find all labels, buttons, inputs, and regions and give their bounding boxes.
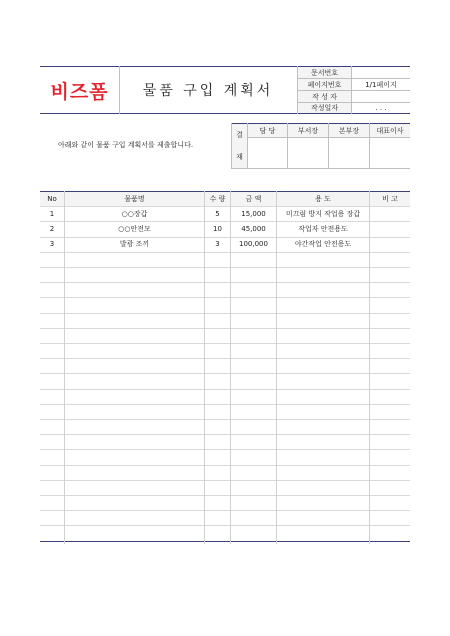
approval-sign-dept-head[interactable] bbox=[288, 138, 328, 168]
col-header-no: No bbox=[40, 192, 64, 206]
info-value-page-number: 1/1페이지 bbox=[365, 80, 397, 89]
row-2-item[interactable]: ○○안전모 bbox=[118, 225, 151, 233]
table-rule bbox=[40, 328, 410, 329]
row-2-note[interactable] bbox=[370, 222, 410, 236]
approval-sign-ceo[interactable] bbox=[370, 138, 410, 168]
col-header-item: 물품명 bbox=[65, 192, 204, 206]
row-1-item[interactable]: ○○장갑 bbox=[121, 210, 148, 218]
table-rule bbox=[40, 297, 410, 298]
info-label-doc-number: 문서번호 bbox=[298, 67, 351, 78]
items-table bbox=[40, 191, 410, 544]
header-block bbox=[40, 66, 410, 114]
table-rule bbox=[40, 495, 410, 496]
company-logo: 비즈폼 bbox=[50, 80, 109, 103]
document-title: 물품 구입 계획서 bbox=[142, 83, 274, 99]
table-rule bbox=[40, 358, 410, 359]
info-label-page-number: 페이지번호 bbox=[298, 79, 351, 90]
col-header-purpose: 용 도 bbox=[277, 192, 369, 206]
row-3-note[interactable] bbox=[370, 237, 410, 251]
row-1-amount[interactable]: 15,000 bbox=[241, 210, 266, 218]
approval-col-staff: 담 당 bbox=[248, 124, 287, 137]
info-value-author[interactable] bbox=[352, 91, 410, 102]
row-2-amount[interactable]: 45,000 bbox=[241, 225, 266, 233]
row-3-item[interactable]: 발광 조끼 bbox=[119, 240, 150, 248]
row-3-purpose[interactable]: 야간작업 안전용도 bbox=[294, 240, 352, 248]
approval-sign-division-head[interactable] bbox=[329, 138, 369, 168]
table-rule bbox=[40, 373, 410, 374]
row-3-no: 3 bbox=[49, 240, 55, 248]
info-value-date[interactable]: . . . bbox=[375, 104, 387, 112]
table-rule bbox=[40, 510, 410, 511]
table-rule bbox=[40, 419, 410, 420]
table-rule bbox=[40, 541, 410, 542]
approval-sign-staff[interactable] bbox=[248, 138, 287, 168]
table-rule bbox=[40, 449, 410, 450]
row-2-quantity[interactable]: 10 bbox=[213, 225, 222, 233]
table-rule bbox=[40, 267, 410, 268]
table-rule bbox=[40, 252, 410, 253]
col-header-note: 비 고 bbox=[370, 192, 410, 206]
table-rule bbox=[40, 434, 410, 435]
table-rule bbox=[40, 465, 410, 466]
row-3-amount[interactable]: 100,000 bbox=[239, 240, 268, 248]
approval-side-label-bottom: 재 bbox=[232, 146, 247, 168]
approval-col-division-head: 본부장 bbox=[329, 124, 369, 137]
submission-statement: 아래와 같이 물품 구입 계획서를 제출합니다. bbox=[58, 141, 194, 149]
row-1-quantity[interactable]: 5 bbox=[215, 210, 220, 218]
approval-col-ceo: 대표이사 bbox=[370, 124, 410, 137]
row-1-purpose[interactable]: 미끄럼 방지 작업용 장갑 bbox=[285, 210, 361, 218]
table-rule bbox=[40, 343, 410, 344]
approval-block bbox=[40, 123, 410, 169]
approval-col-dept-head: 부서장 bbox=[288, 124, 328, 137]
approval-side-label-top: 결 bbox=[232, 124, 247, 146]
table-rule bbox=[40, 313, 410, 314]
info-label-author: 작 성 자 bbox=[298, 91, 351, 102]
row-2-purpose[interactable]: 작업자 안전용도 bbox=[298, 225, 348, 233]
table-rule bbox=[40, 389, 410, 390]
col-header-quantity: 수 량 bbox=[205, 192, 230, 206]
info-value-doc-number[interactable] bbox=[352, 67, 410, 78]
table-rule bbox=[40, 404, 410, 405]
table-rule bbox=[40, 480, 410, 481]
table-rule bbox=[40, 282, 410, 283]
row-1-note[interactable] bbox=[370, 207, 410, 221]
row-3-quantity[interactable]: 3 bbox=[215, 240, 220, 248]
table-rule bbox=[40, 525, 410, 526]
row-1-no: 1 bbox=[49, 210, 55, 218]
col-header-amount: 금 액 bbox=[231, 192, 276, 206]
info-label-date: 작성일자 bbox=[298, 103, 351, 113]
row-2-no: 2 bbox=[49, 225, 55, 233]
